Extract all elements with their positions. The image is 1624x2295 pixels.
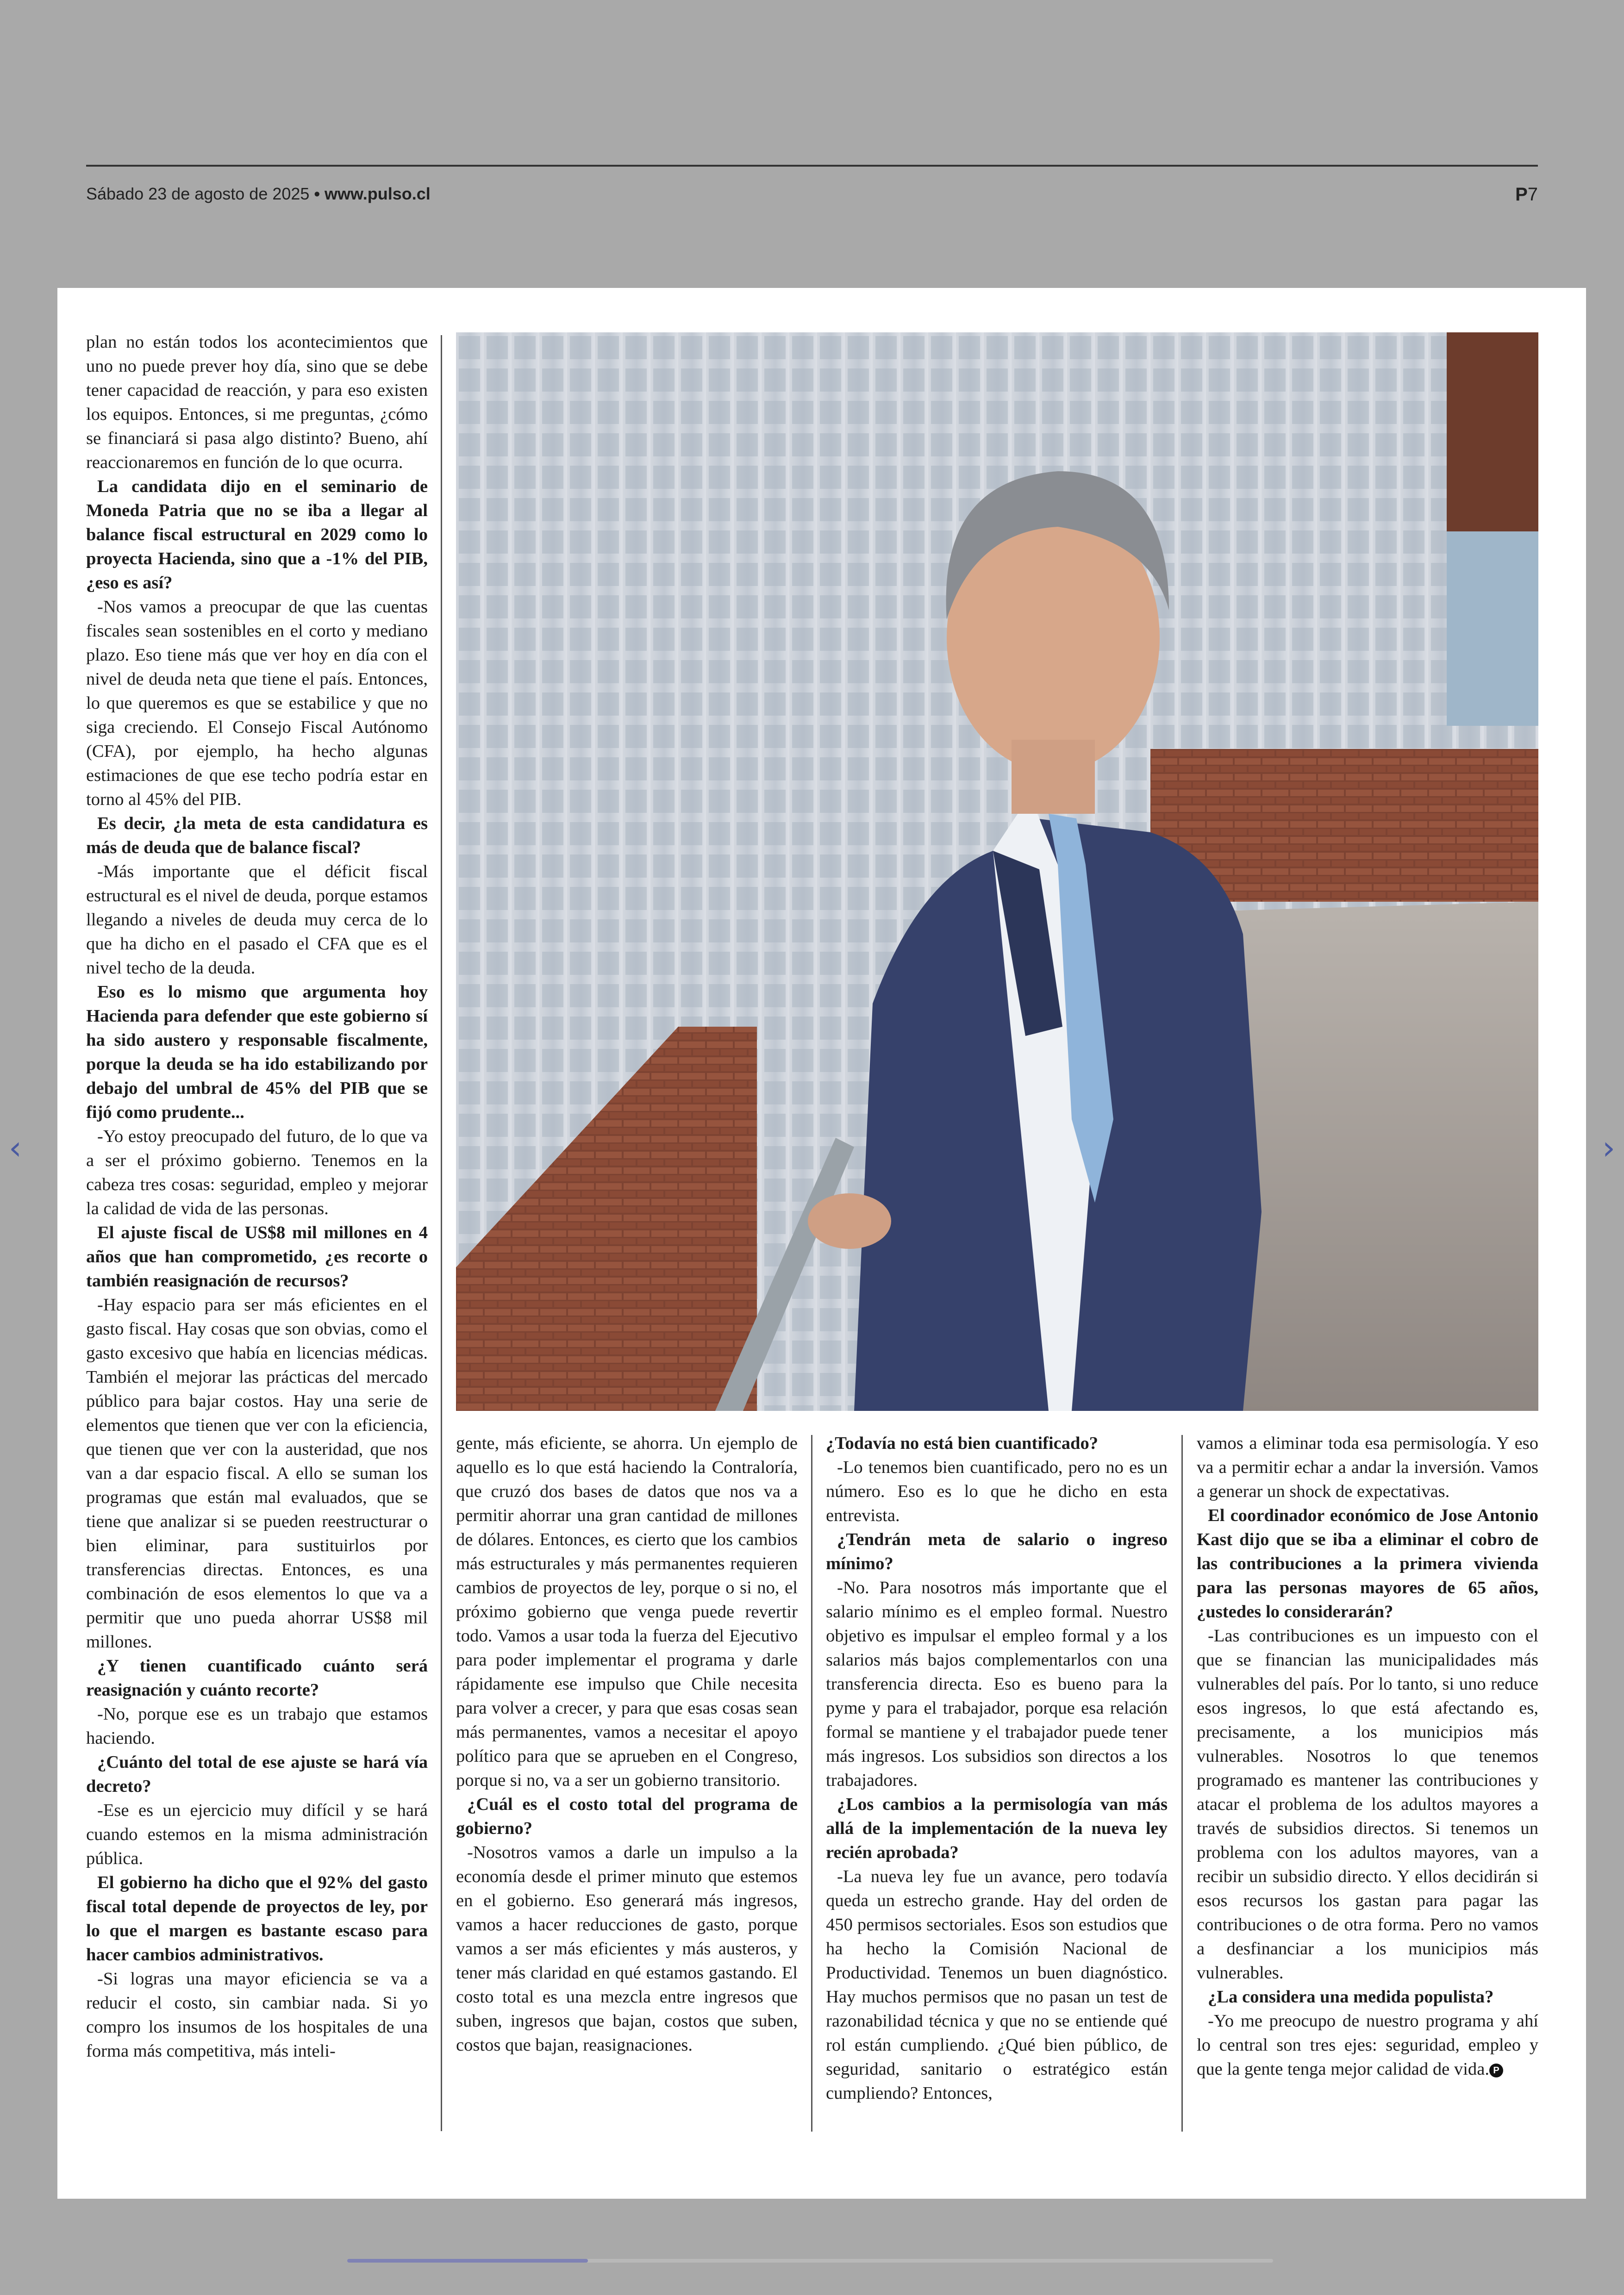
article-column-1 <box>86 330 428 2149</box>
answer-paragraph: -Hay espacio para ser más eficientes en el gasto fiscal. Hay cosas que son obvias, como el gasto excesivo que había en licencias médicas. También el mejorar las prácticas del mercado público para bajar costos. Hay una serie de elementos que tienen que ver con la eficiencia, que tienen que ver con la austeridad, que nos van a dar espacio fiscal. A ello se suman los programas que están mal evaluados, que se tiene que analizar si se pueden reestructurar o bien eliminar, para sustituirlos por transferencias directas. Entonces, es una combinación de esos elementos lo que va a permitir que uno pueda ahorrar US$8 mil millones. <box>86 1295 428 1652</box>
answer-paragraph: -Las contribuciones es un impuesto con el que se financian las municipalidades más vulnerables del país. Por lo tanto, si uno reduce esos ingresos, lo que está afectando es, precisamente, a los municipios más vulnerables. Nosotros lo que tenemos programado es mantener las contribuciones y atacar el problema de los adultos mayores a través de subsidios directos. Si tenemos un problema con los adultos mayores, van a recibir un subsidio directo. Y ellos decidirán si esos recursos los gastan para pagar las contribuciones o de otra forma. Pero no vamos a desfinanciar a los municipios más vulnerables. <box>1197 1626 1538 1983</box>
article-column-4 <box>1197 1431 1538 2135</box>
header-separator: • <box>309 184 325 203</box>
question-paragraph: Eso es lo mismo que argumenta hoy Hacienda para defender que este gobierno sí ha sido austero y responsable fiscalmente, porque la deuda se ha ido estabilizando por debajo del umbral de 45% del PIB que se fijó como prudente... <box>86 982 428 1122</box>
article-column-3 <box>826 1431 1168 2135</box>
article-column-2 <box>456 1431 798 2135</box>
answer-paragraph: -Ese es un ejercicio muy difícil y se hará cuando estemos en la misma administración pública. <box>86 1801 428 1868</box>
question-paragraph: ¿Cuánto del total de ese ajuste se hará vía decreto? <box>86 1752 428 1796</box>
question-paragraph: La candidata dijo en el seminario de Moneda Patria que no se iba a llegar al balance fiscal estructural en 2029 como lo proyecta Hacienda, sino que a -1% del PIB, ¿eso es así? <box>86 477 428 592</box>
answer-paragraph: -Más importante que el déficit fiscal estructural es el nivel de deuda, porque estamos llegando a niveles de deuda muy cerca de lo que ha dicho en el pasado el CFA que es el nivel techo de la deuda. <box>86 862 428 978</box>
answer-paragraph: -Yo estoy preocupado del futuro, de lo que va a ser el próximo gobierno. Tenemos en la cabeza tres cosas: seguridad, empleo y mejorar la calidad de vida de las personas. <box>86 1127 428 1218</box>
page-number <box>1515 184 1538 205</box>
question-paragraph: ¿Tendrán meta de salario o ingreso mínimo? <box>826 1530 1168 1573</box>
answer-paragraph: plan no están todos los acontecimientos que uno no puede prever hoy día, sino que se debe tener capacidad de reacción, y para eso existen los equipos. Entonces, si me preguntas, ¿cómo se financiará si pasa algo distinto? Bueno, ahí reaccionaremos en función de lo que ocurra. <box>86 332 428 472</box>
end-of-article-icon: P <box>1489 2064 1503 2077</box>
question-paragraph: ¿Cuál es el costo total del programa de gobierno? <box>456 1795 798 1838</box>
answer-paragraph: -Yo me preocupo de nuestro programa y ahí lo central son tres ejes: seguridad, empleo y que la gente tenga mejor calidad de vida. P <box>1197 2011 1538 2079</box>
answer-paragraph: -Nosotros vamos a darle un impulso a la economía desde el primer minuto que estemos en el gobierno. Eso generará más ingresos, vamos a hacer reducciones de gasto, porque vamos a ser más eficientes y más austeros, y tener más claridad en qué estamos gastando. El costo total es una mezcla entre ingresos que suben, ingresos que bajan, costos que suben, costos que bajan, reasignaciones. <box>456 1843 798 2055</box>
portrait-illustration <box>456 332 1538 1411</box>
question-paragraph: ¿La considera una medida populista? <box>1208 1987 1494 2007</box>
answer-paragraph: vamos a eliminar toda esa permisología. Y eso va a permitir echar a andar la inversión. Vamos a generar un shock de expectativas. <box>1197 1434 1538 1501</box>
question-paragraph: El ajuste fiscal de US$8 mil millones en 4 años que han comprometido, ¿es recorte o también reasignación de recursos? <box>86 1223 428 1291</box>
header-date-site <box>86 184 431 204</box>
answer-paragraph: -No. Para nosotros más importante que el salario mínimo es el empleo formal. Nuestro objetivo es impulsar el empleo formal y a los salarios más bajos complementarlos con una transferencia directa. Eso es bueno para la pyme y para el trabajador, porque esa relación formal se mantiene y el trabajador puede tener más ingresos. Los subsidios son directos a los trabajadores. <box>826 1578 1168 1790</box>
page-number-value: 7 <box>1527 184 1538 205</box>
column-rule-1 <box>441 335 442 2131</box>
prev-page-button[interactable] <box>4 1129 27 1166</box>
question-paragraph: ¿Todavía no está bien cuantificado? <box>826 1434 1099 1453</box>
question-paragraph: ¿Y tienen cuantificado cuánto será reasignación y cuánto recorte? <box>86 1656 428 1700</box>
question-paragraph: ¿Los cambios a la permisología van más allá de la implementación de la nueva ley recién aprobada? <box>826 1795 1168 1862</box>
header-date: Sábado 23 de agosto de 2025 <box>86 184 310 203</box>
answer-paragraph: -La nueva ley fue un avance, pero todavía queda un estrecho grande. Hay del orden de 450 permisos sectoriales. Esos son estudios que ha hecho la Comisión Nacional de Productividad. Tenemos un buen diagnóstico. Hay muchos permisos que no pasan un test de razonabilidad técnica y que no se entiende qué rol están cumpliendo. ¿Qué bien público, de seguridad, sanitario o estratégico están cumpliendo? Entonces, <box>826 1867 1168 2103</box>
header-rule <box>86 165 1538 167</box>
column-rule-3 <box>1181 1435 1183 2132</box>
answer-paragraph: -Nos vamos a preocupar de que las cuentas fiscales sean sostenibles en el corto y mediano plazo. Eso tiene más que ver hoy en día con el nivel de deuda neta que tiene el país. Entonces, lo que queremos es que se estabilice y que no siga creciendo. El Consejo Fiscal Autónomo (CFA), por ejemplo, ha hecho algunas estimaciones de que ese techo podría estar en torno al 45% del PIB. <box>86 597 428 809</box>
next-page-button[interactable] <box>1597 1129 1620 1166</box>
question-paragraph: Es decir, ¿la meta de esta candidatura es más de deuda que de balance fiscal? <box>86 814 428 857</box>
answer-paragraph: -No, porque ese es un trabajo que estamos haciendo. <box>86 1704 428 1748</box>
horizontal-scrollbar[interactable] <box>347 2259 1273 2263</box>
answer-paragraph: gente, más eficiente, se ahorra. Un ejemplo de aquello es lo que está haciendo la Contraloría, que cruzó dos bases de datos que nos va a permitir ahorrar una gran cantidad de millones de dólares. Entonces, es cierto que los cambios más estructurales y más permanentes requieren cambios de proyectos de ley, porque o si no, el próximo gobierno que venga puede revertir todo. Vamos a usar toda la fuerza del Ejecutivo para poder implementar el programa y darle rápidamente ese impulso que Chile necesita para volver a crecer, y para que esas cosas sean más permanentes, vamos a necesitar el apoyo político para que se aprueben en el Congreso, porque si no, va a ser un gobierno transitorio. <box>456 1434 798 1790</box>
question-paragraph: El coordinador económico de Jose Antonio Kast dijo que se iba a eliminar el cobro de las contribuciones a la primera vivienda para las personas mayores de 65 años, ¿ustedes lo considerarán? <box>1197 1506 1538 1621</box>
page-prefix: P <box>1515 184 1528 205</box>
question-paragraph: El gobierno ha dicho que el 92% del gasto fiscal total depende de proyectos de ley, por lo que el margen es bastante escaso para hacer cambios administrativos. <box>86 1873 428 1964</box>
scrollbar-thumb[interactable] <box>347 2259 588 2263</box>
chevron-left-icon: ‹ <box>9 1129 22 1167</box>
chevron-right-icon: › <box>1602 1129 1615 1167</box>
answer-paragraph: -Si logras una mayor eficiencia se va a reducir el costo, sin cambiar nada. Si yo compro los insumos de los hospitales de una forma más competitiva, más inteli- <box>86 1969 428 2061</box>
answer-paragraph: -Lo tenemos bien cuantificado, pero no es un número. Eso es lo que he dicho en esta entrevista. <box>826 1458 1168 1525</box>
header-site: www.pulso.cl <box>325 184 431 203</box>
portrait-photo <box>456 332 1538 1411</box>
column-rule-2 <box>811 1435 812 2132</box>
